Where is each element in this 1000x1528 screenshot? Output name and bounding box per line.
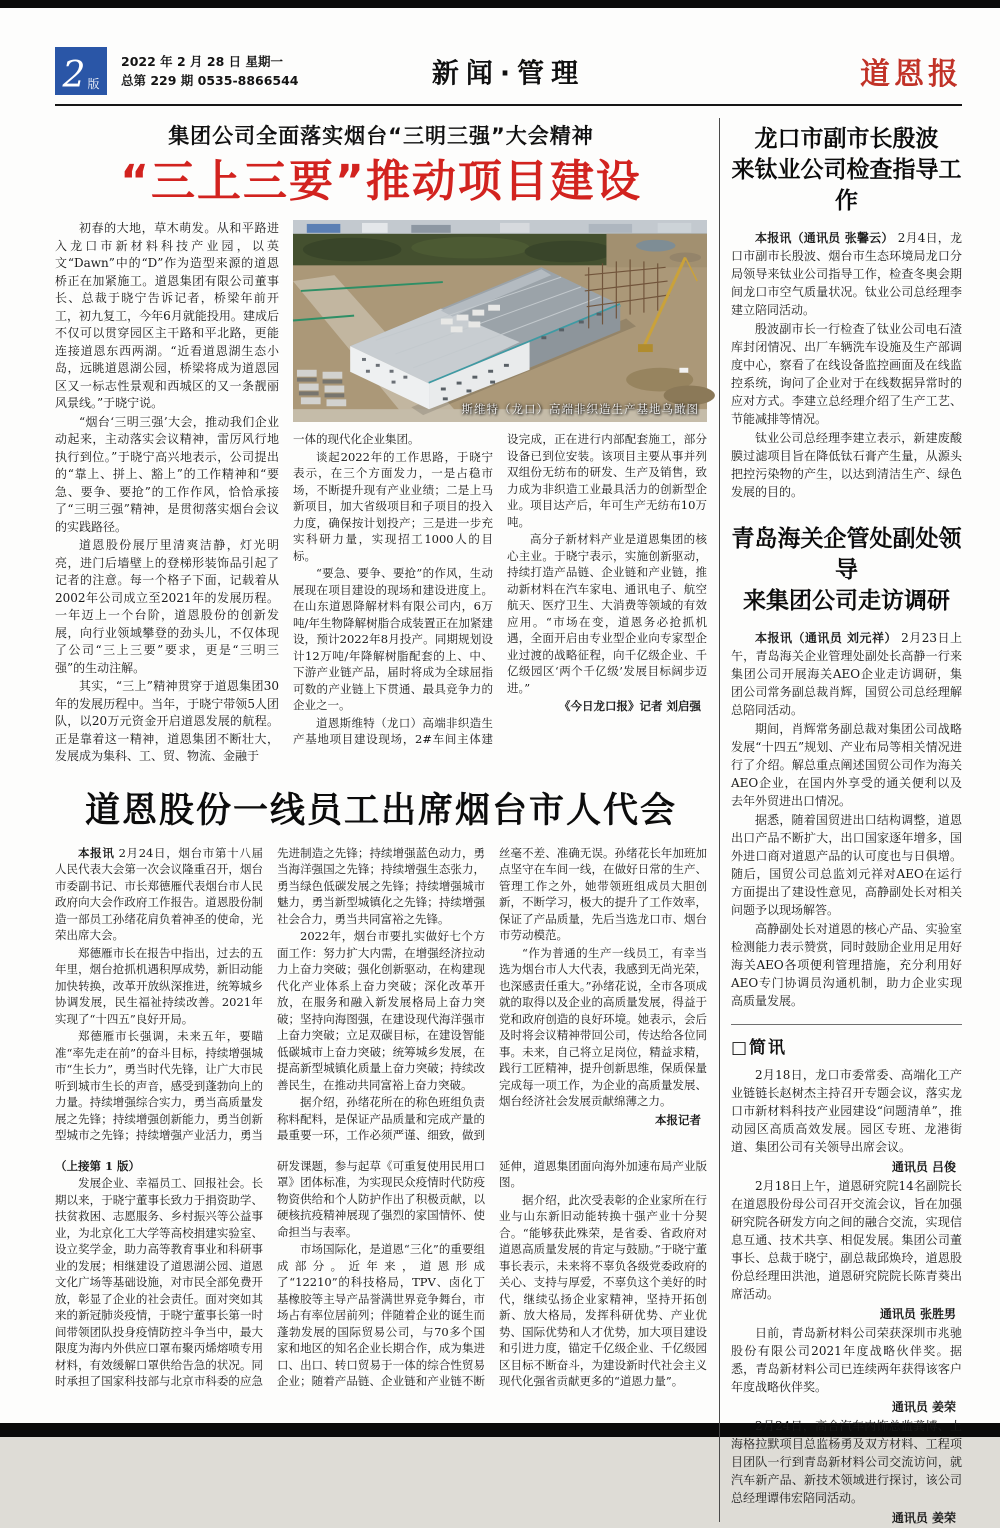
briefs-divider <box>731 1024 962 1025</box>
lead-paragraph: “烟台‘三明三强’大会，推动我们企业动起来，主动落实会议精神，雷厉风行地执行到位。”于晓宁高兴地表示，公司提出的“靠上、拼上、豁上”的工作精神和“要急、要争、要抢”的工作作风，恰恰承接了“三明三强”精神，是贯彻落实烟台会议的实践路径。 <box>55 414 279 534</box>
news-lead-label: 本报讯 <box>78 845 115 860</box>
sidebar-column <box>731 114 962 1528</box>
page-header <box>55 42 962 100</box>
date-line: 2022 年 2 月 28 日 星期一 <box>121 53 283 69</box>
brief-byline: 通讯员 张胜男 <box>879 1307 956 1322</box>
delegate-title: 道恩股份一线员工出席烟台市人代会 <box>84 790 677 831</box>
lead-right-region <box>293 220 707 767</box>
titanium-paragraph <box>731 229 962 319</box>
date-block <box>121 52 299 91</box>
column-rule <box>719 118 720 1522</box>
customs-paragraph: 期间，肖辉常务副总裁对集团公司战略发展“十四五”规划、产业布局等相关情况进行了介绍。解总重点阐述国贸公司作为海关AEO企业，在国内外享受的通关便利以及去年外贸进出口情况。 <box>731 722 962 809</box>
sidebar-article-titanium <box>731 124 962 501</box>
masthead-logo: 道恩报 <box>860 57 962 92</box>
news-lead-label: 本报讯（通讯员 张馨云） <box>755 231 894 246</box>
lead-paragraph: 其实，“三上”精神贯穿于道恩集团30年的发展历程中。当年，于晓宁带领5人团队，以20万元资金开启道恩发展的航程。正是靠着这一精神，道恩集团不断壮大，发展成为集科、工、贸、物流、金融于 <box>55 679 279 764</box>
continued-body <box>55 1158 707 1390</box>
page-content <box>55 114 962 1528</box>
brief-text: 2月24日，高合汽车内饰总监龚博、上海格拉默项目总监杨勇及双方材料、工程项目团队一行到青岛新材料公司交流访问，就汽车新产品、新技术领域进行探讨，该公司总经理谭伟宏陪同活动。 <box>731 1419 962 1506</box>
lead-paragraph: “要急、要争、要抢”的作风，生动展现在项目建设的现场和建设进度上。在山东道恩降解材料有限公司内，6万吨/年生物降解树脂合成装置正在加紧建设，预计2022年8月投产。同期规划设计12万吨/年降解树脂配套的上、中、下游产业链产品，届时将成为全球屈指可数的产业链上下贯通、最具竞争力的企业之一。 <box>293 566 493 713</box>
delegate-byline: 本报记者 <box>655 1112 701 1127</box>
edition-badge <box>55 47 107 95</box>
delegate-paragraph-text: 2月24日，烟台市第十八届人民代表大会第一次会议隆重召开，烟台市委副书记、市长郑德雁代表烟台市人民政府向大会作政府工作报告。道恩股份制造一部员工孙绪花肩负着神圣的使命，光荣出席大会。 <box>55 845 264 943</box>
brief-byline: 通讯员 姜荣 <box>891 1511 956 1526</box>
edition-label: 版 <box>87 77 100 91</box>
continued-paragraph: 据介绍，此次受表彰的企业家所在行业与山东新旧动能转换十强产业十分契合。“能够获此殊荣，是省委、省政府对道恩高质量发展的肯定与鼓励。”于晓宁董事长表示，未来将不辜负各级党委政府的关心、支持与厚爱，不辜负这个美好的时代，继续弘扬企业家精神，坚持开拓创新、放大格局，发挥科研优势、产业优势、国际优势和人才优势，加大项目建设和引进力度，锚定千亿级企业、千亿级园区目标不断奋斗，为建设新时代社会主义现代化强省贡献更多的“道恩力量”。 <box>499 1192 707 1389</box>
customs-article-title <box>731 524 962 617</box>
lead-paragraph: 道恩斯维特（龙口）高端非织造生产基地项目建设现场，2#车间主体建设完成，正在进行内部配套施工，部分设备已到位安装。该项目主要从事并列双组份无纺布的研发、生产及销售，致力成为非织造工业最具活力的创新型企业。项目达产后，年可生产无纺布10万吨。 <box>293 432 707 747</box>
aerial-photo-illustration <box>293 220 707 422</box>
brief-item <box>731 1417 962 1526</box>
briefs-header: □简讯 <box>731 1038 788 1059</box>
brief-byline: 通讯员 吕俊 <box>891 1160 956 1175</box>
photo-caption: 斯维特（龙口）高端非织造生产基地鸟瞰图 <box>461 402 699 417</box>
brief-item <box>731 1177 962 1322</box>
lead-paragraph: 谈起2022年的工作思路，于晓宁表示，在三个方面发力，一是占稳市场，不断提升现有产业业绩；二是上马新项目，加大省级项目和子项目的投入力度，确保按计划投产；三是进一步充实科研力量，实现招工1000人的目标。 <box>293 449 493 563</box>
continued-paragraph: 发展企业、幸福员工、回报社会。长期以来，于晓宁董事长致力于捐资助学、扶贫救困、志愿服务、乡村振兴等公益事业，为北京化工大学等高校捐建实验室、设立奖学金，助力高等教育事业和科研事业的发展；相继建设了道恩湖公园、道恩文化广场等基础设施，对市民全部免费开放，彰显了企业的社会责任。面对突如其来的新冠肺炎疫情，于晓宁董事长第一时间带领团队投身疫情防控斗争当中，最大限度为海内外供应口罩布聚丙烯熔喷专用材料，有效缓解口罩供给告急的状况。同时承担了国家科技部与北京市科委的应急研发课题，参与起草《可重复使用民用口罩》团体标准，为实现民众疫情时代防疫物资供给和个人防护作出了积极贡献，以硬核抗疫精神展现了强烈的家国情怀、使命担当与表率。 <box>55 1158 485 1389</box>
edition-number: 2 <box>62 54 86 96</box>
titanium-paragraph: 殷波副市长一行检查了钛业公司电石渣库封闭情况、出厂车辆洗车设施及生产部调度中心，察看了在线设备监控画面及在线监控系统，询问了企业对于在线数据异常时的应对方式。李建立总经理介绍了生产工艺、节能减排等情况。 <box>731 322 962 427</box>
sidebar-spacer <box>731 502 962 514</box>
main-column <box>55 114 707 1528</box>
lead-byline: 《今日龙口报》记者 刘启强 <box>558 699 701 714</box>
title-line: 龙口市副市长殷波 <box>754 126 939 152</box>
brief-text: 日前，青岛新材料公司荣获深圳市兆驰股份有限公司2021年度战略伙伴奖。据悉，青岛新材料公司已连续两年获得该客户年度战略伙伴奖。 <box>731 1326 962 1395</box>
brief-text: 2月18日上午，道恩研究院14名副院长在道恩股份母公司召开交流会议，旨在加强研究院各研发方向之间的融合交流，实现信息互通、技术共享、相促发展。集团公司董事长、总裁于晓宁，副总裁邱焕玲，道恩股份总经理田洪池，道恩研究院院长陈青葵出席活动。 <box>731 1179 962 1302</box>
lead-paragraph: 一体的现代化企业集团。 <box>293 432 420 447</box>
delegate-paragraph: 郑德雁市长在报告中指出，过去的五年里，烟台抢抓机遇积厚成势，新旧动能加快转换，改革开放纵深推进，统筹城乡协调发展，民生福祉持续改善。2021年实现了“十四五”良好开局。 <box>55 945 263 1026</box>
delegate-paragraph: 2022年，烟台市要扎实做好七个方面工作：努力扩大内需，在增强经济拉动力上奋力突破；强化创新驱动，在构建现代化产业体系上奋力突破；深化改革开放，在服务和融入新发展格局上奋力突破；坚持向海图强，在建设现代海洋强市上奋力突破；立足双碳目标，在建设智能低碳城市上奋力突破；统筹城乡发展，在提高新型城镇化质量上奋力突破；持续改善民生，在推动共同富裕上奋力突破。 <box>277 929 485 1092</box>
lead-paragraph: 初春的大地，草木萌发。从和平路进入龙口市新材料科技产业园，以英文“Dawn”中的“D”作为造型来源的道恩桥正在加紧施工。道恩集团有限公司董事长、总裁于晓宁告诉记者，桥梁年前开工，初九复工，今年6月就能投用。建成后不仅可以贯穿园区主干路和平北路，更能连接道恩东西两湖。“近看道恩湖生态小岛，远眺道恩湖公园，桥梁将成为道恩园区又一标志性景观和西城区的又一条靓丽风景线。”于晓宁说。 <box>55 221 279 411</box>
brief-item <box>731 1066 962 1175</box>
brief-text: 2月18日，龙口市委常委、高端化工产业链链长赵树杰主持召开专题会议，落实龙口市新材料科技产业园建设“问题清单”，推动园区高质高效发展。园区专班、龙港街道、集团公司有关领导出席会议。 <box>731 1068 962 1155</box>
lead-body <box>55 220 707 767</box>
customs-paragraph: 高静副处长对道恩的核心产品、实验室检测能力表示赞赏，同时鼓励企业用足用好海关AEO各项便利管理措施，充分利用好AEO专门协调员沟通机制，助力企业实现高质量发展。 <box>731 922 962 1009</box>
sidebar-article-customs <box>731 524 962 1010</box>
lead-column-1 <box>55 220 279 767</box>
customs-paragraph <box>731 629 962 719</box>
issue-line: 总第 229 期 0535-8866544 <box>121 73 299 88</box>
lead-kicker: 集团公司全面落实烟台“三明三强”大会精神 <box>168 124 594 148</box>
lead-title: “三上三要”推动项目建设 <box>120 156 642 207</box>
title-line: 来钛业公司检查指导工作 <box>731 157 962 215</box>
titanium-paragraph-text: 2月4日，龙口市副市长殷波、烟台市生态环境局龙口分局领导来钛业公司指导工作，检查冬奥会期间龙口市空气质量状况。钛业公司总经理李建立陪同活动。 <box>731 231 962 318</box>
title-line: 来集团公司走访调研 <box>743 588 950 615</box>
customs-paragraph: 据悉，随着国贸进出口结构调整，道恩出口产品不断扩大，出口国家逐年增多，国外进口商对道恩产品的认可度也与日俱增。随后，国贸公司总监刘元祥对AEO在运行方面提出了建设性意见，高静副处长对相关问题予以现场解答。 <box>731 813 962 918</box>
jump-note: （上接第 1 版） <box>55 1158 141 1173</box>
titanium-article-title <box>731 124 962 217</box>
brief-byline: 通讯员 姜荣 <box>891 1400 956 1415</box>
scan-edge-top <box>0 0 1000 8</box>
construction-aerial-photo <box>293 220 707 422</box>
delegate-paragraph: “作为普通的生产一线员工，有幸当选为烟台市人大代表，我感到无尚光荣，也深感责任重大。”孙绪花说，全市各项成就的取得以及企业的高质量发展，得益于党和政府创造的良好环境。她表示，会后及时将会议精神带回公司，传达给各位同事。未来，自己将立足岗位，精益求精，践行工匠精神，提升创新思维，保质保量完成每一项工作，为企业的高质量发展、烟台经济社会发展贡献绵薄之力。 <box>499 945 707 1109</box>
newspaper-page <box>0 8 1000 1526</box>
title-line: 青岛海关企管处副处领导 <box>731 526 962 584</box>
header-rule <box>55 104 962 106</box>
lead-paragraph: 道恩股份展厅里清爽洁静，灯光明亮，进门后墙壁上的登梯形装饰品引起了记者的注意。每一个格子下面，记载着从2002年公司成立至2021年的发展历程。一年迈上一个台阶，道恩股份的创新发展，向行业领域攀登的劲头儿，不仅体现了公司“三上三要”要求，更是“三明三强”的生动注解。 <box>55 538 279 675</box>
delegate-paragraph <box>55 845 263 944</box>
news-lead-label: 本报讯（通讯员 刘元祥） <box>755 631 897 646</box>
delegate-body <box>55 845 707 1144</box>
continued-paragraph: 市场国际化，是道恩“三化”的重要组成部分。近年来，道恩形成了“12210”的科技格局，TPV、卤化丁基橡胶等主导产品誉满世界竞争舞台，市场占有率位居前列；伴随着企业的诞生而蓬勃发展的国际贸易公司，与70多个国家和地区的知名企业长期合作，成为集进口、出口、转口贸易于一体的综合性贸易企业；随着产品链、企业链和产业链不断延伸，道恩集团面向海外加速布局产业版图。 <box>277 1158 707 1389</box>
lead-columns-2-3 <box>293 431 707 748</box>
delegate-paragraph: 据介绍，孙绪花所在的称色班组负责称料配料，是保证产品质量和完成产量的最重要一环，工作必须严谨、细致，做到丝毫不差、准确无误。孙绪花长年加班加点坚守在车间一线，在做好日常的生产、管理工作之外，她带领班组成员大胆创新，不断学习，极大的提升了工作效率，保证了产品质量，先后当选龙口市、烟台市劳动模范。 <box>277 845 707 1143</box>
continued-from-page1-article <box>55 1158 707 1390</box>
lead-article <box>55 120 707 767</box>
lead-paragraph: 高分子新材料产业是道恩集团的核心主业。于晓宁表示，实施创新驱动，持续打造产品链、企业链和产业链，推动新材料在汽车家电、通讯电子、航空航天、医疗卫生、大消费等领域的有效应用。“市场在变，道恩务必抢抓机遇，全面开启由专业型企业向专家型企业过渡的战略征程，向千亿级企业、千亿级园区‘两个千亿级’发展目标阔步迈进。” <box>507 532 707 695</box>
briefs-section <box>731 1033 962 1526</box>
titanium-paragraph: 钛业公司总经理李建立表示，新建废酸膜过滤项目旨在降低钛石膏产生量，从源头把控污染物的产生，以达到清洁生产、绿色发展的目的。 <box>731 431 962 500</box>
brief-item <box>731 1324 962 1415</box>
customs-paragraph-text: 2月23日上午，青岛海关企业管理处副处长高静一行来集团公司开展海关AEO企业走访调研，集团公司常务副总裁肖辉，国贸公司总经理解总陪同活动。 <box>731 631 962 718</box>
section-title: 新闻·管理 <box>431 58 586 90</box>
delegate-paragraph: 郑德雁市长强调，未来五年，要瞄准“率先走在前”的奋斗目标，持续增强城市“生长力”，勇当时代先锋，让广大市民听到城市生长的声音，感受到蓬勃向上的力量。持续增强综合实力，勇当高质量发展之先锋；持续增强创新能力，勇当创新型城市之先锋；持续增强产业活力，勇当先进制造之先锋；持续增强蓝色动力，勇当海洋强国之先锋；持续增强生态张力，勇当绿色低碳发展之先锋；持续增强城市魅力，勇当新型城镇化之先锋；持续增强社会合力，勇当共同富裕之先锋。 <box>55 845 485 1143</box>
delegate-article <box>55 783 707 1144</box>
